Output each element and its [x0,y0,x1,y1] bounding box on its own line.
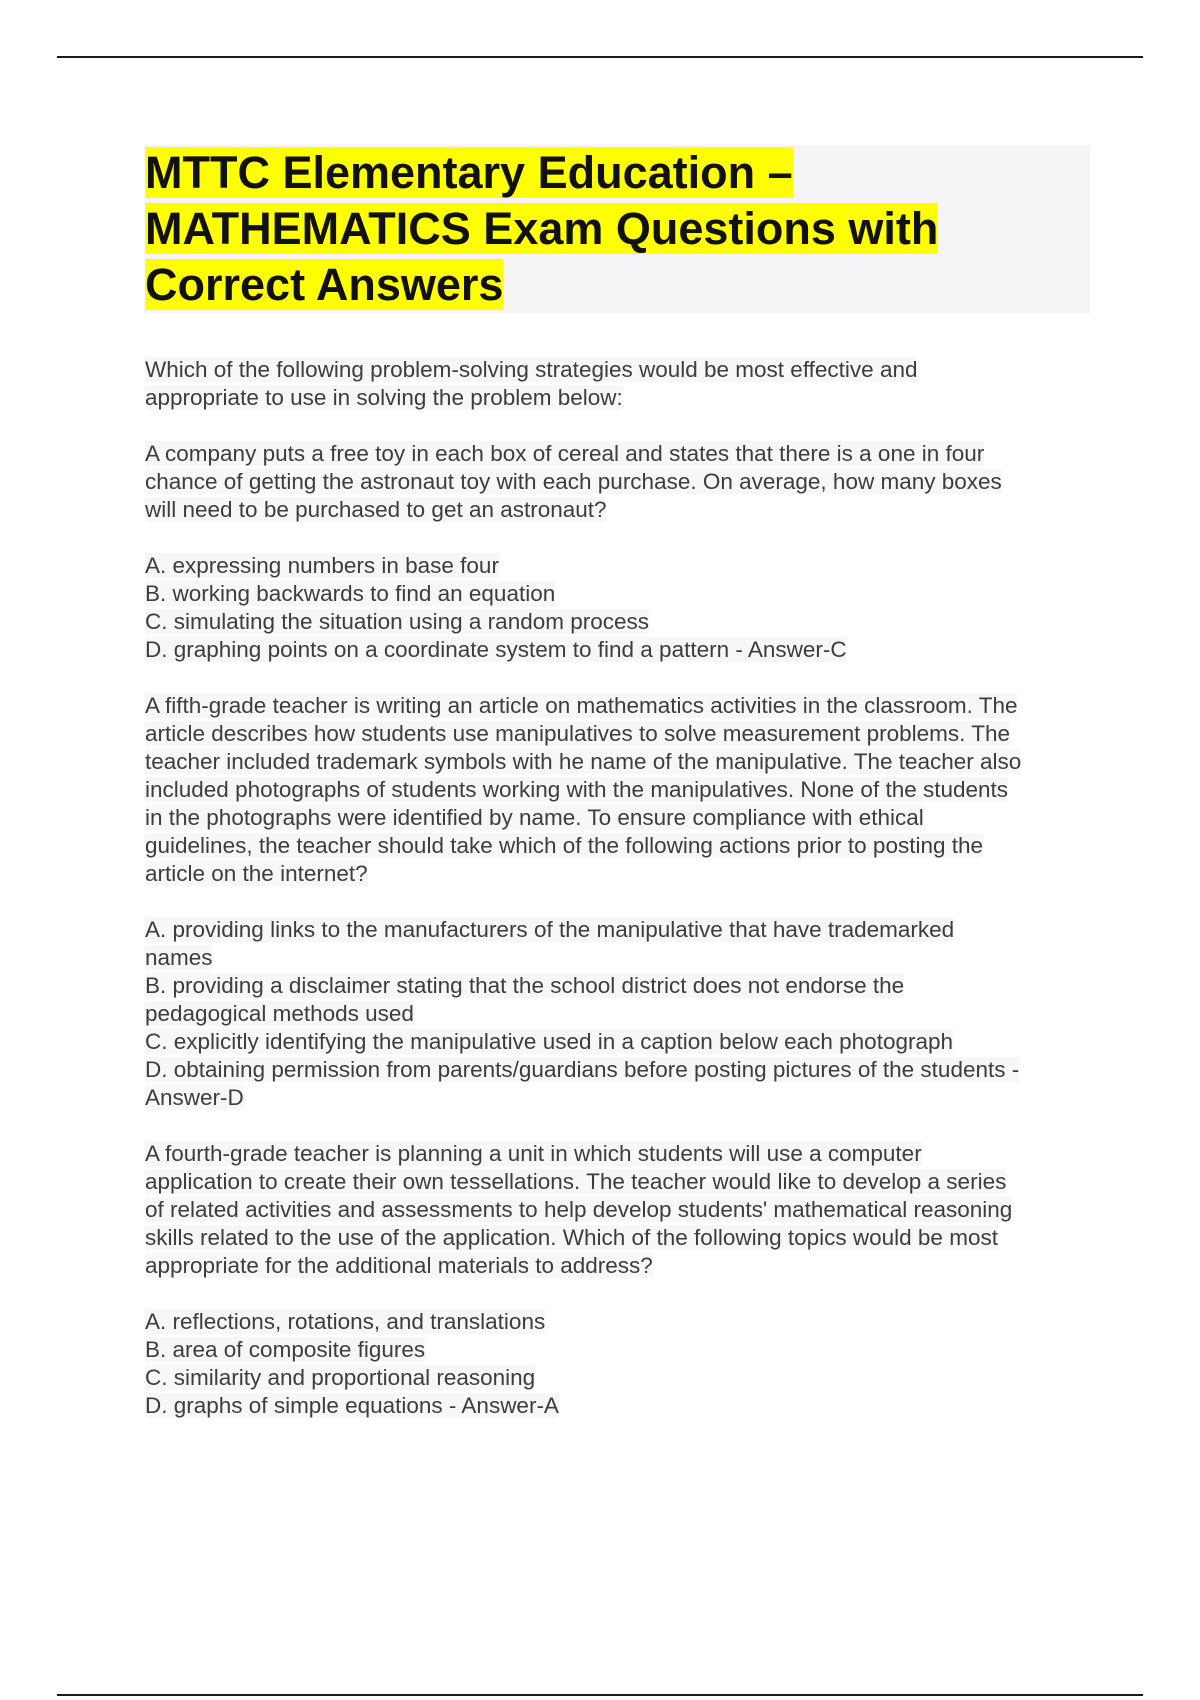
option-line: A. expressing numbers in base four [145,553,499,578]
question-1-scenario [145,440,1090,524]
title-block [145,145,1090,313]
question-1-stem [145,356,1090,412]
document-body [145,356,1090,1448]
option-line: A. reflections, rotations, and translations [145,1309,546,1334]
option-line: pedagogical methods used [145,1001,414,1026]
option-line: B. working backwards to find an equation [145,581,556,606]
text-line: will need to be purchased to get an astronaut? [145,497,607,522]
question-3-stem [145,1140,1090,1280]
option-line: B. area of composite figures [145,1337,426,1362]
question-2-stem [145,692,1090,888]
question-3-options [145,1308,1090,1420]
text-line: guidelines, the teacher should take which of the following actions prior to posting the [145,833,984,858]
option-line: Answer-D [145,1085,244,1110]
text-line: article describes how students use manipulatives to solve measurement problems. The [145,721,1011,746]
option-line: B. providing a disclaimer stating that the school district does not endorse the [145,973,905,998]
option-line: A. providing links to the manufacturers of the manipulative that have trademarked [145,917,955,942]
option-line: D. obtaining permission from parents/guardians before posting pictures of the students - [145,1057,1020,1082]
document-title [145,145,1090,313]
text-line: A fifth-grade teacher is writing an article on mathematics activities in the classroom. The [145,693,1018,718]
text-line: article on the internet? [145,861,368,886]
option-line: names [145,945,213,970]
text-line: teacher included trademark symbols with he name of the manipulative. The teacher also [145,749,1022,774]
option-line: C. explicitly identifying the manipulative used in a caption below each photograph [145,1029,954,1054]
option-line: C. similarity and proportional reasoning [145,1365,536,1390]
text-line: appropriate to use in solving the problem below: [145,385,623,410]
text-line: chance of getting the astronaut toy with each purchase. On average, how many boxes [145,469,1002,494]
text-line: of related activities and assessments to help develop students' mathematical reasoning [145,1197,1013,1222]
text-line: included photographs of students working with the manipulatives. None of the students [145,777,1009,802]
option-line: D. graphs of simple equations - Answer-A [145,1393,559,1418]
text-line: A company puts a free toy in each box of cereal and states that there is a one in four [145,441,985,466]
title-line: MATHEMATICS Exam Questions with [145,203,939,254]
question-2-options [145,916,1090,1112]
text-line: Which of the following problem-solving strategies would be most effective and [145,357,918,382]
text-line: appropriate for the additional materials to address? [145,1253,653,1278]
option-line: C. simulating the situation using a random process [145,609,650,634]
footer-rule [57,1694,1143,1696]
title-line: Correct Answers [145,259,504,310]
header-rule [57,56,1143,58]
option-line: D. graphing points on a coordinate system to find a pattern - Answer-C [145,637,847,662]
text-line: in the photographs were identified by name. To ensure compliance with ethical [145,805,924,830]
title-line: MTTC Elementary Education – [145,147,793,198]
question-1-options [145,552,1090,664]
text-line: skills related to the use of the application. Which of the following topics would be most [145,1225,998,1250]
text-line: A fourth-grade teacher is planning a unit in which students will use a computer [145,1141,922,1166]
text-line: application to create their own tessellations. The teacher would like to develop a series [145,1169,1007,1194]
